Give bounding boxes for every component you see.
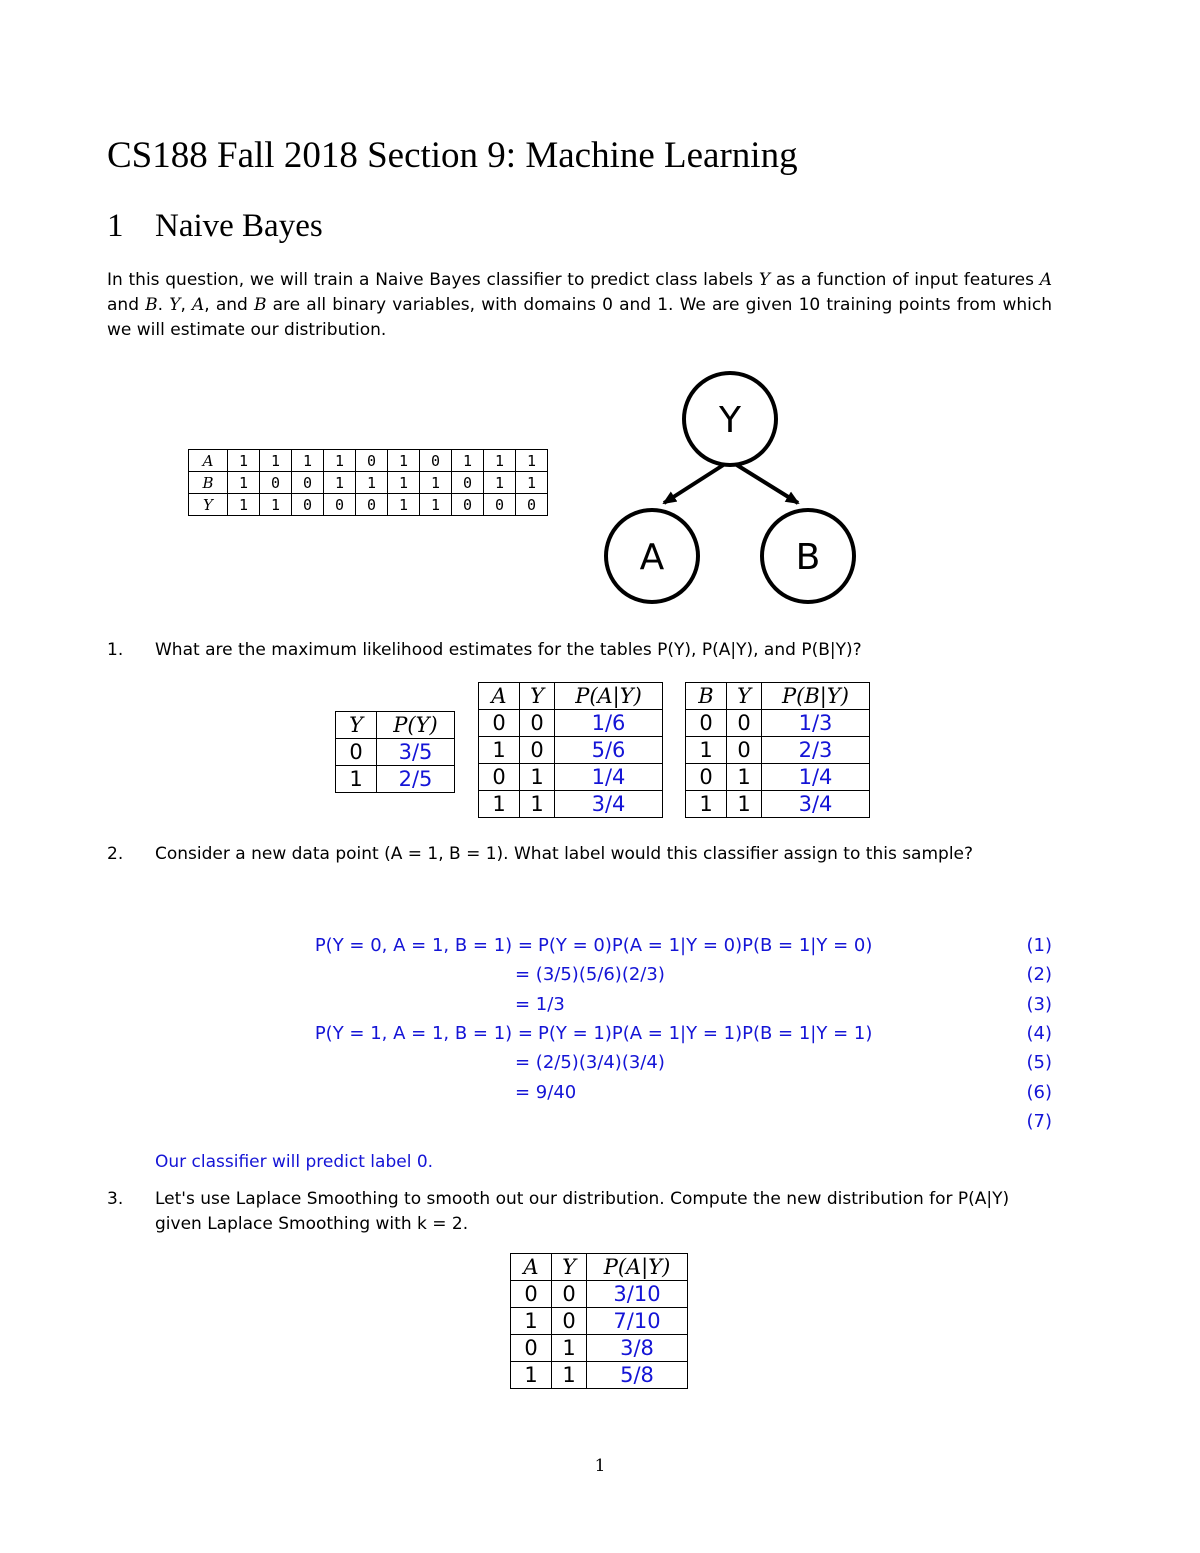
table-cell: 1 [552,1335,587,1362]
table-row [479,764,663,791]
table-cell: 0 [511,1281,552,1308]
bayes-net-diagram [598,366,860,606]
table-cell: 0 [336,739,377,766]
header-cell: P(B|Y) [762,683,870,710]
table-cell: 2/5 [377,766,455,793]
table-cell: 1 [686,737,727,764]
table-cell: 1 [388,472,420,494]
header-cell: A [479,683,520,710]
table-cell: 5/8 [587,1362,688,1389]
table-cell: 0 [727,737,762,764]
var-y: Y [169,295,181,315]
equation-number: (5) [1026,1052,1052,1074]
edge-y-a [664,462,728,503]
table-cell: 1/3 [762,710,870,737]
table-row [189,450,548,472]
node-b-label: B [795,537,821,578]
table-cell: 3/4 [762,791,870,818]
question-number: 1. [107,640,124,660]
var-b: B [145,295,158,315]
table-cell: 0 [511,1335,552,1362]
table-cell: 1 [356,472,388,494]
table-cell: 1 [452,450,484,472]
page-title: CS188 Fall 2018 Section 9: Machine Learning [107,135,798,176]
row-label: Y [189,494,228,516]
question-text-line-1: Let's use Laplace Smoothing to smooth out our distribution. Compute the new distribution for P(A|Y) [155,1189,1010,1209]
table-row [511,1335,688,1362]
table-cell: 3/8 [587,1335,688,1362]
table-cell: 1 [324,472,356,494]
table-cell: 1 [686,791,727,818]
table-row [511,1362,688,1389]
header-cell: P(A|Y) [555,683,663,710]
table-cell: 0 [552,1281,587,1308]
question-text: What are the maximum likelihood estimates for the tables P(Y), P(A|Y), and P(B|Y)? [155,640,862,660]
table-cell: 0 [479,764,520,791]
pby-table [685,682,870,818]
question-2 [107,842,1057,867]
table-row [189,472,548,494]
equation-number: (7) [1026,1110,1052,1132]
equation-rhs: P(Y = 1)P(A = 1|Y = 1)P(B = 1|Y = 1) [538,1022,873,1044]
intro-text-2: as a function of input features [775,270,1034,290]
table-cell: 2/3 [762,737,870,764]
question-number: 3. [107,1189,124,1209]
intro-paragraph: In this question, we will train a Naive Bayes classifier to predict class labels Y as a function of input features A and B. Y, A, and B are all binary variables, with domains 0 and 1. We are given 10 training points from which we will estimate our distribution. [107,270,1053,340]
header-cell: A [511,1254,552,1281]
table-cell: 1 [520,764,555,791]
section-title: Naive Bayes [155,208,323,244]
equation-number: (3) [1026,993,1052,1015]
table-cell: 1 [552,1362,587,1389]
header-cell: Y [552,1254,587,1281]
var-b: B [253,295,267,315]
equation-rhs: = 1/3 [515,993,565,1015]
table-cell: 0 [452,472,484,494]
var-a: A [1039,270,1052,290]
table-cell: 1 [511,1362,552,1389]
table-cell: 1 [420,494,452,516]
question-3 [107,1187,1057,1237]
table-cell: 1 [479,737,520,764]
node-y-label: Y [719,400,741,441]
table-cell: 1 [228,472,260,494]
table-cell: 0 [520,737,555,764]
table-cell: 0 [356,450,388,472]
table-cell: 3/5 [377,739,455,766]
table-cell: 1/4 [555,764,663,791]
table-cell: 1 [484,472,516,494]
table-cell: 0 [452,494,484,516]
table-cell: 0 [356,494,388,516]
equation-rhs: = (2/5)(3/4)(3/4) [515,1052,665,1074]
question-number: 2. [107,844,124,864]
equation-number: (1) [1026,935,1052,956]
table-cell: 1 [292,450,324,472]
table-cell: 0 [260,472,292,494]
table-cell: 1 [260,450,292,472]
table-cell: 1 [520,791,555,818]
intro-text-4: are all binary variables, with domains 0 and 1. We are given 10 training points from which we will estimate our distribution. [107,295,1053,340]
table-cell: 0 [516,494,548,516]
table-cell: 1 [324,450,356,472]
section-number: 1 [107,208,124,244]
q2-answer: Our classifier will predict label 0. [155,1152,434,1172]
table-cell: 1 [260,494,292,516]
table-cell: 0 [686,764,727,791]
table-cell: 1 [228,494,260,516]
table-cell: 0 [420,450,452,472]
equation-rhs: P(Y = 0)P(A = 1|Y = 0)P(B = 1|Y = 0) [538,935,873,956]
header-cell: Y [336,712,377,739]
equation-lhs: P(Y = 0, A = 1, B = 1) = [314,935,533,956]
table-cell: 1 [388,450,420,472]
table-row [511,1308,688,1335]
table-cell: 0 [292,494,324,516]
table-cell: 0 [324,494,356,516]
header-cell: Y [520,683,555,710]
table-cell: 0 [552,1308,587,1335]
table-row [686,764,870,791]
row-label: B [189,472,228,494]
section-heading [107,208,323,245]
table-row [511,1281,688,1308]
training-data-table [188,449,548,516]
table-cell: 1 [511,1308,552,1335]
table-cell: 1 [336,766,377,793]
var-a: A [192,295,205,315]
edge-y-b [732,462,798,503]
var-y: Y [758,270,771,290]
equation-rhs: = 9/40 [515,1081,577,1103]
table-row [479,791,663,818]
equation-rhs: = (3/5)(5/6)(2/3) [515,964,665,986]
table-cell: 5/6 [555,737,663,764]
equation-lhs: P(Y = 1, A = 1, B = 1) = [314,1022,533,1044]
header-cell: Y [727,683,762,710]
pay-table [478,682,663,818]
header-cell: B [686,683,727,710]
equation-number: (2) [1026,964,1052,986]
table-cell: 0 [292,472,324,494]
table-cell: 1 [516,472,548,494]
table-cell: 3/10 [587,1281,688,1308]
table-cell: 7/10 [587,1308,688,1335]
table-cell: 1/4 [762,764,870,791]
table-row [686,737,870,764]
table-row [479,710,663,737]
table-cell: 0 [520,710,555,737]
intro-text-1: In this question, we will train a Naive Bayes classifier to predict class labels [107,270,754,290]
question-text-line-2: given Laplace Smoothing with k = 2. [155,1214,469,1234]
table-cell: 0 [686,710,727,737]
table-cell: 3/4 [555,791,663,818]
table-cell: 1 [727,764,762,791]
node-a-label: A [639,537,665,578]
table-cell: 1 [420,472,452,494]
table-cell: 0 [484,494,516,516]
equation-number: (6) [1026,1081,1052,1103]
table-cell: 0 [479,710,520,737]
question-1 [107,638,1057,663]
table-row [336,766,455,793]
table-row [189,494,548,516]
table-cell: 1 [516,450,548,472]
table-cell: 1 [484,450,516,472]
page-number: 1 [594,1456,606,1476]
row-label: A [189,450,228,472]
py-table [335,711,455,793]
header-cell: P(Y) [377,712,455,739]
laplace-table [510,1253,688,1389]
table-row [686,710,870,737]
table-cell: 1 [479,791,520,818]
header-cell: P(A|Y) [587,1254,688,1281]
table-cell: 1/6 [555,710,663,737]
table-cell: 1 [727,791,762,818]
question-text: Consider a new data point (A = 1, B = 1). What label would this classifier assign to this sample? [155,844,974,864]
table-cell: 0 [727,710,762,737]
table-row [686,791,870,818]
table-cell: 1 [228,450,260,472]
equation-number: (4) [1026,1022,1052,1044]
table-cell: 1 [388,494,420,516]
table-row [336,739,455,766]
table-row [479,737,663,764]
intro-text-3: and [107,295,139,315]
